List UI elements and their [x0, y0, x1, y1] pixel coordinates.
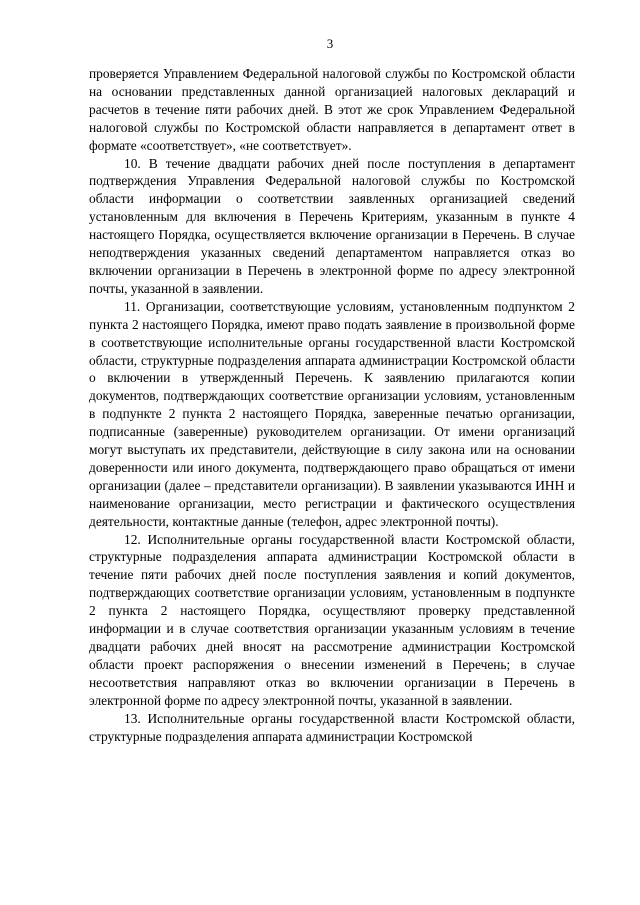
paragraph-13: 13. Исполнительные органы государственной власти Костромской области, структурные подразделения аппарата администрации Костромской: [89, 710, 575, 744]
paragraph-12: 12. Исполнительные органы государственной власти Костромской области, структурные подразделения аппарата администрации Костромской области в течение пяти рабочих дней после поступления заявления и копий документов, подтверждающих соответствие организации условиям, установленным в подпункте 2 пункта 2 настоящего Порядка, осуществляют проверку представленной информации и в случае соответствия организации указанным условиям в течение двадцати рабочих дней вносят на рассмотрение администрации Костромской области проект распоряжения о внесении изменений в Перечень; в случае несоответствия направляют отказ во включении организации в Перечень в электронной форме по адресу электронной почты, указанной в заявлении.: [89, 531, 575, 708]
document-body: [89, 65, 575, 745]
paragraph-continuation: проверяется Управлением Федеральной налоговой службы по Костромской области на основании представленных данной организацией налоговых деклараций и расчетов в течение пяти рабочих дней. В этот же срок Управлением Федеральной налоговой службы по Костромской области направляется в департамент ответ в формате «соответствует», «не соответствует».: [89, 66, 575, 153]
paragraph-10: 10. В течение двадцати рабочих дней после поступления в департамент подтверждения Управления Федеральной налоговой службы по Костромской области информации о соответствии заявленных организацией сведений установленным для включения в Перечень Критериям, указанным в пункте 4 настоящего Порядка, осуществляется включение организации в Перечень. В случае неподтверждения указанных сведений департаментом направляется отказ во включении организации в Перечень в электронной форме по адресу электронной почты, указанной в заявлении.: [89, 155, 575, 296]
page-number: 3: [326, 36, 334, 51]
paragraph-11: 11. Организации, соответствующие условиям, установленным подпунктом 2 пункта 2 настоящего Порядка, имеют право подать заявление в произвольной форме в соответствующие исполнительные органы государственной власти Костромской области, структурные подразделения аппарата администрации Костромской области о включении в утвержденный Перечень. К заявлению прилагаются копии документов, подтверждающих соответствие организации условиям, установленным в подпункте 2 пункта 2 настоящего Порядка, заверенные печатью организации, подписанные (заверенные) руководителем организации. От имени организаций могут выступать их представители, действующие в силу закона или на основании доверенности или иного документа, подтверждающего право обращаться от имени организации (далее – представители организации). В заявлении указываются ИНН и наименование организации, место регистрации и фактического осуществления деятельности, контактные данные (телефон, адрес электронной почты).: [89, 298, 575, 529]
